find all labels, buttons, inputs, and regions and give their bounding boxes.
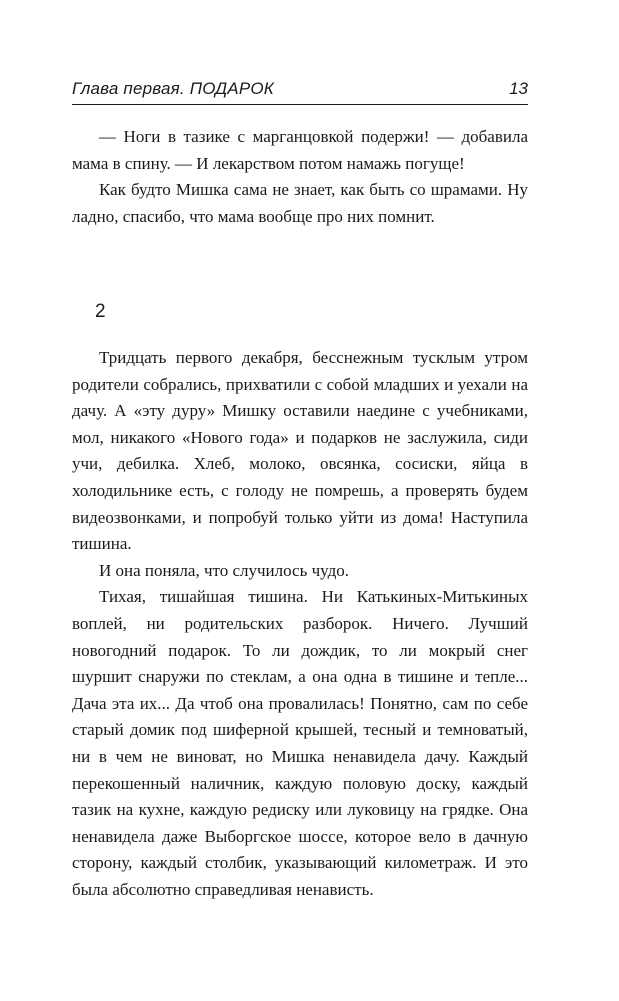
running-head <box>72 78 528 102</box>
paragraph: Как будто Мишка сама не знает, как быть со шрамами. Ну ладно, спасибо, что мама вообще про них помнит. <box>72 180 528 226</box>
running-title: Глава первая. ПОДАРОК <box>72 79 275 98</box>
section-text-block <box>72 345 528 903</box>
paragraph: — Ноги в тазике с марганцовкой подержи! — добавила мама в спину. — И лекарством потом намажь погуще! <box>72 127 528 173</box>
section-number: 2 <box>95 301 106 322</box>
header-rule <box>72 104 528 105</box>
paragraph: Тридцать первого декабря, бесснежным тусклым утром родители собрались, прихватили с собой младших и уехали на дачу. А «эту дуру» Мишку оставили наедине с учебниками, мол, никакого «Нового года» и подарков не заслужила, сиди учи, дебилка. Хлеб, молоко, овсянка, сосиски, яйца в холодильнике есть, с голоду не помрешь, а проверять будем видеозвонками, и попробуй только уйти из дома! Наступила тишина. <box>72 348 528 554</box>
paragraph: И она поняла, что случилось чудо. <box>99 560 349 580</box>
paragraph: Тихая, тишайшая тишина. Ни Катькиных-Митькиных воплей, ни родительских разборок. Ничего. Лучший новогодний подарок. То ли дождик, то ли мокрый снег шуршит снаружи по стеклам, а она одна в тишине и тепле... Дача эта их... Да чтоб она провалилась! Понятно, сам по себе старый домик под шиферной крышей, тесный и темноватый, ни в чем не виноват, но Мишка ненавидела дачу. Каждый перекошенный наличник, каждую половую доску, каждый тазик на кухне, каждую редиску или луковицу на грядке. Она ненавидела даже Выборгское шоссе, которое вело в дачную сторону, каждый столбик, указывающий километраж. И это была абсолютно справедливая ненависть. <box>72 587 528 899</box>
page-number: 13 <box>509 79 528 98</box>
top-text-block <box>72 124 528 230</box>
